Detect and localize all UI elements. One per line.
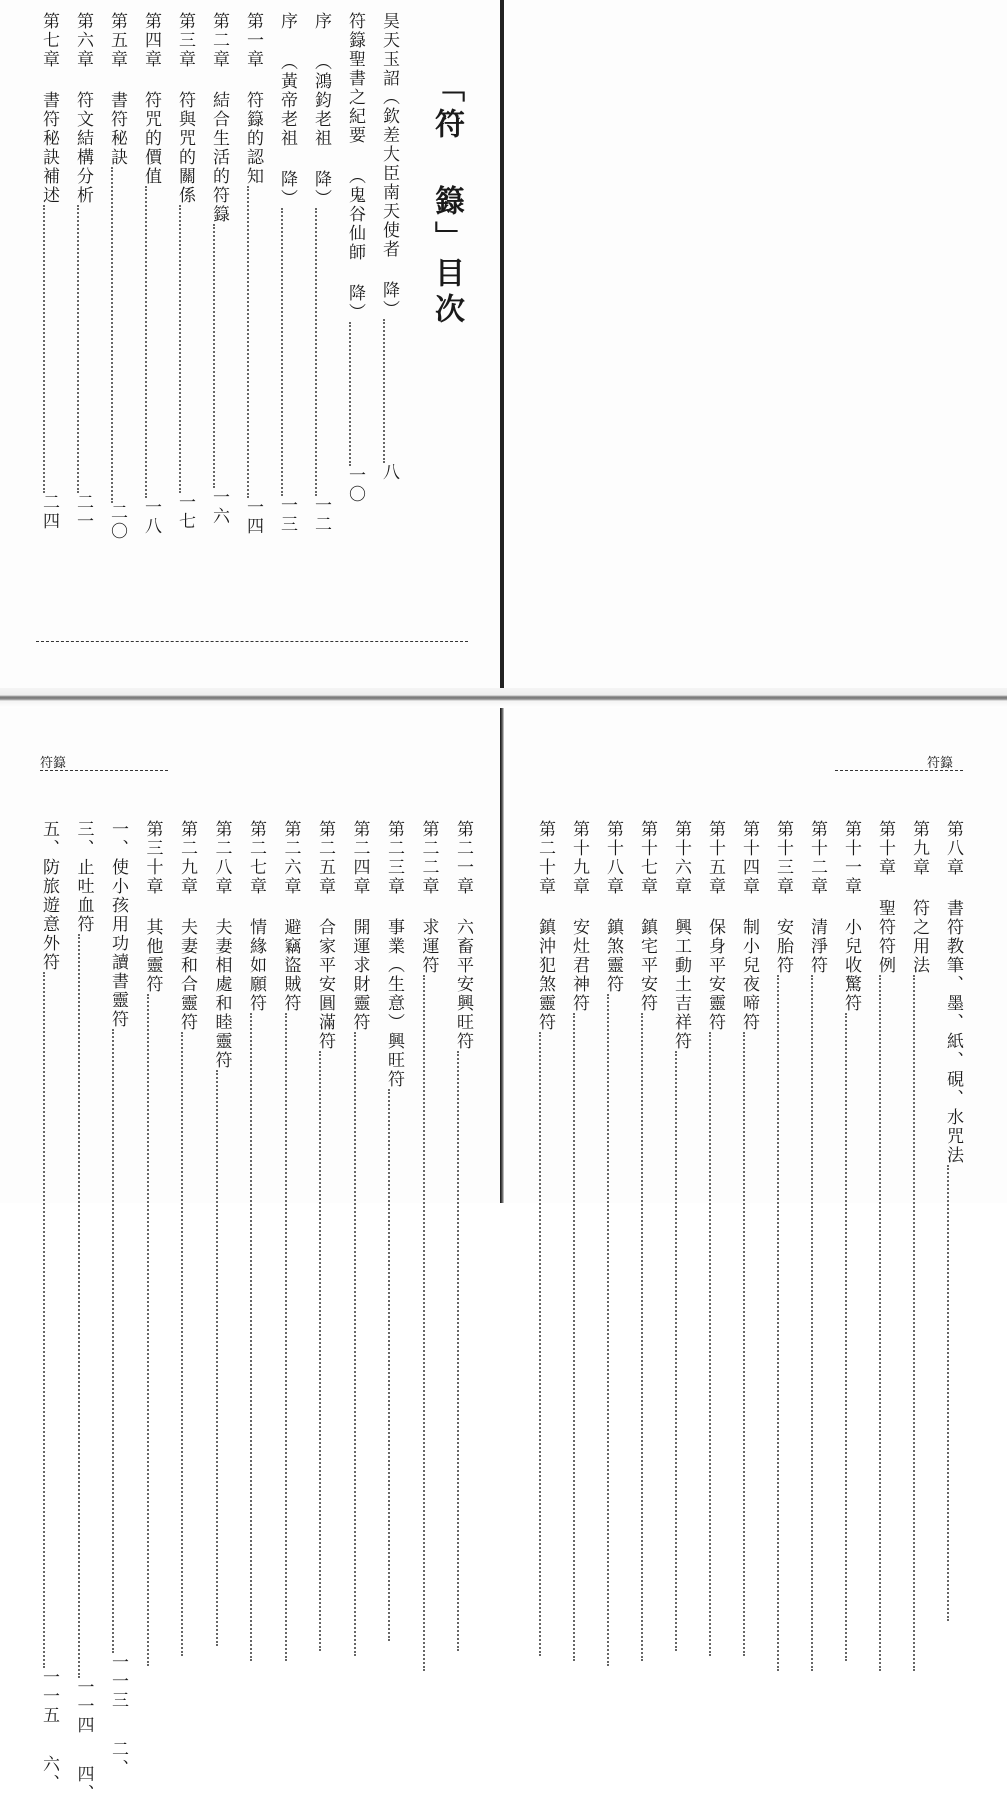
toc-entry	[349, 820, 371, 1656]
book-spine	[500, 708, 504, 1203]
toc-entry-title: 第八章 書符教筆、墨、紙、硯、水咒法	[943, 820, 963, 1165]
toc-entry-title: 第二十章 鎮沖犯煞靈符	[535, 820, 555, 1032]
leader-dots	[349, 322, 351, 466]
toc-entry	[452, 820, 474, 1651]
toc-entry	[344, 12, 366, 504]
leader-dots	[78, 934, 80, 1678]
toc-entry-title: 第二章 結合生活的符籙	[209, 12, 229, 224]
leader-dots	[675, 1051, 677, 1651]
toc-entry	[140, 12, 162, 536]
toc-entry-title: 第二九章 夫妻和合靈符	[177, 820, 197, 1032]
leader-dots	[539, 1032, 541, 1656]
toc-entry-title: 第二八章 夫妻相處和睦靈符	[211, 820, 232, 1070]
toc-entry	[418, 820, 440, 1671]
leader-dots	[388, 1089, 390, 1641]
toc-entry-title: 第二七章 情緣如願符	[246, 820, 266, 1013]
toc-entry-title: 第十章 聖符符例	[875, 820, 895, 975]
page-number: 一一三	[108, 1653, 128, 1710]
toc-entry-title: 第十二章 清淨符	[807, 820, 827, 975]
page-number: 二〇	[107, 503, 127, 541]
toc-entry-title: 序 （黃帝老祖 降）	[277, 12, 297, 208]
toc-entry	[314, 820, 336, 1651]
page-number: 二四	[39, 493, 59, 531]
toc-entry-title: 第十六章 興工動土吉祥符	[671, 820, 691, 1051]
page-number: 一六	[209, 488, 229, 526]
toc-entry	[242, 12, 264, 536]
toc-entry	[38, 12, 60, 531]
toc-entry-title: 第四章 符咒的價值	[141, 12, 161, 186]
next-entry-fragment: 二、	[108, 1740, 128, 1778]
page-number: 一三	[277, 496, 297, 534]
toc-entry	[211, 820, 233, 1646]
leader-dots	[179, 205, 181, 493]
toc-entry-title: 五、防旅遊意外符	[39, 820, 59, 972]
toc-entry	[942, 820, 964, 1621]
leader-dots	[43, 972, 45, 1668]
leader-dots	[423, 975, 425, 1671]
toc-entry	[72, 12, 94, 531]
toc-entry-title: 第二三章 事業（生意）興旺符	[384, 820, 404, 1089]
leader-dots	[247, 186, 249, 498]
toc-entry-title: 第十九章 安灶君神符	[569, 820, 589, 1013]
toc-entry	[38, 820, 60, 1793]
toc-entry	[602, 820, 624, 1666]
leader-dots	[641, 1013, 643, 1661]
page-number: 八	[379, 463, 399, 482]
next-entry-fragment: 四、	[73, 1765, 94, 1803]
next-entry-fragment: 六、	[39, 1755, 59, 1793]
toc-entry	[142, 820, 164, 1666]
leader-dots	[181, 1032, 183, 1656]
running-header: 符籙	[40, 756, 67, 771]
toc-entry-title: 第十四章 制小兒夜啼符	[739, 820, 759, 1032]
toc-entry-title: 第十五章 保身平安靈符	[705, 820, 725, 1032]
toc-entry	[908, 820, 930, 1671]
leader-dots	[811, 975, 813, 1671]
toc-entry-title: 第三章 符與咒的關係	[175, 12, 195, 205]
toc-entry-title: 第二二章 求運符	[418, 820, 439, 975]
toc-entry-title: 第十八章 鎮煞靈符	[603, 820, 623, 994]
page-number: 一七	[175, 493, 195, 531]
page-number: 一〇	[345, 466, 365, 504]
page-divider	[36, 641, 468, 642]
leader-dots	[879, 975, 881, 1671]
toc-entry-title: 第三十章 其他靈符	[142, 820, 163, 994]
page-number: 一二	[311, 496, 331, 534]
leader-dots	[216, 1070, 218, 1646]
leader-dots	[607, 994, 609, 1666]
header-rule	[40, 770, 168, 771]
toc-entry-title: 第二一章 六畜平安興旺符	[453, 820, 473, 1051]
leader-dots	[281, 208, 283, 496]
toc-title: 「符 籙」目次	[429, 72, 464, 329]
toc-entry	[107, 820, 129, 1778]
toc-entry	[208, 12, 230, 526]
toc-entry	[534, 820, 556, 1656]
toc-page-1	[0, 0, 500, 688]
toc-entry-title: 第十三章 安胎符	[773, 820, 793, 975]
leader-dots	[709, 1032, 711, 1656]
leader-dots	[845, 1013, 847, 1661]
toc-entry	[806, 820, 828, 1671]
toc-entry-title: 一、使小孩用功讀書靈符	[108, 820, 128, 1029]
toc-entry	[704, 820, 726, 1656]
page-number: 一一五	[39, 1668, 59, 1725]
toc-entry-title: 第二四章 開運求財靈符	[349, 820, 370, 1032]
toc-entry-title: 序 （鴻鈞老祖 降）	[311, 12, 331, 208]
leader-dots	[573, 1013, 575, 1661]
leader-dots	[145, 186, 147, 498]
toc-page-3	[0, 708, 500, 1803]
page-number: 一八	[141, 498, 161, 536]
toc-entry	[670, 820, 692, 1651]
toc-entry-title: 第二五章 合家平安圓滿符	[315, 820, 335, 1051]
leader-dots	[913, 975, 915, 1671]
toc-entry	[568, 820, 590, 1661]
leader-dots	[43, 205, 45, 493]
toc-entry	[73, 820, 95, 1803]
page-number: 二一	[73, 493, 93, 531]
toc-entry-title: 第二六章 避竊盜賊符	[280, 820, 301, 1013]
header-rule	[835, 770, 963, 771]
leader-dots	[213, 224, 215, 488]
leader-dots	[354, 1032, 356, 1656]
book-spine	[500, 0, 504, 690]
leader-dots	[250, 1013, 252, 1661]
toc-entry-title: 第十一章 小兒收驚符	[841, 820, 861, 1013]
leader-dots	[383, 319, 385, 463]
toc-entry	[772, 820, 794, 1671]
page-number: 一四	[243, 498, 263, 536]
toc-entry-title: 第一章 符籙的認知	[243, 12, 263, 186]
toc-entry-title: 昊天玉詔（欽差大臣南天使者 降）	[379, 12, 399, 319]
leader-dots	[315, 208, 317, 496]
leader-dots	[947, 1165, 949, 1621]
toc-entry-title: 第五章 書符秘訣	[107, 12, 127, 167]
leader-dots	[77, 205, 79, 493]
running-header: 符籙	[927, 756, 954, 771]
scan-separator	[0, 688, 1007, 708]
toc-entry	[276, 12, 298, 534]
toc-entry	[280, 820, 302, 1661]
toc-entry-title: 第十七章 鎮宅平安符	[637, 820, 657, 1013]
leader-dots	[285, 1013, 287, 1661]
toc-entry	[636, 820, 658, 1661]
toc-entry	[174, 12, 196, 531]
toc-entry	[106, 12, 128, 541]
page-number: 一一四	[73, 1678, 94, 1735]
leader-dots	[319, 1051, 321, 1651]
toc-entry-title: 第七章 書符秘訣補述	[39, 12, 59, 205]
toc-entry	[840, 820, 862, 1661]
toc-entry-title: 第六章 符文結構分析	[73, 12, 93, 205]
toc-entry-title: 符籙聖書之紀要 （鬼谷仙師 降）	[345, 12, 365, 322]
toc-entry	[176, 820, 198, 1656]
toc-entry	[383, 820, 405, 1641]
leader-dots	[112, 1029, 114, 1653]
toc-entry	[245, 820, 267, 1661]
leader-dots	[147, 994, 149, 1666]
toc-entry	[310, 12, 332, 534]
leader-dots	[743, 1032, 745, 1656]
toc-entry	[378, 12, 400, 482]
toc-entry	[738, 820, 760, 1656]
toc-entry-title: 三、止吐血符	[73, 820, 94, 934]
leader-dots	[777, 975, 779, 1671]
toc-entry	[874, 820, 896, 1671]
blank-page	[505, 0, 1007, 688]
leader-dots	[457, 1051, 459, 1651]
leader-dots	[111, 167, 113, 503]
toc-page-4	[505, 708, 1007, 1203]
toc-entry-title: 第九章 符之用法	[909, 820, 929, 975]
